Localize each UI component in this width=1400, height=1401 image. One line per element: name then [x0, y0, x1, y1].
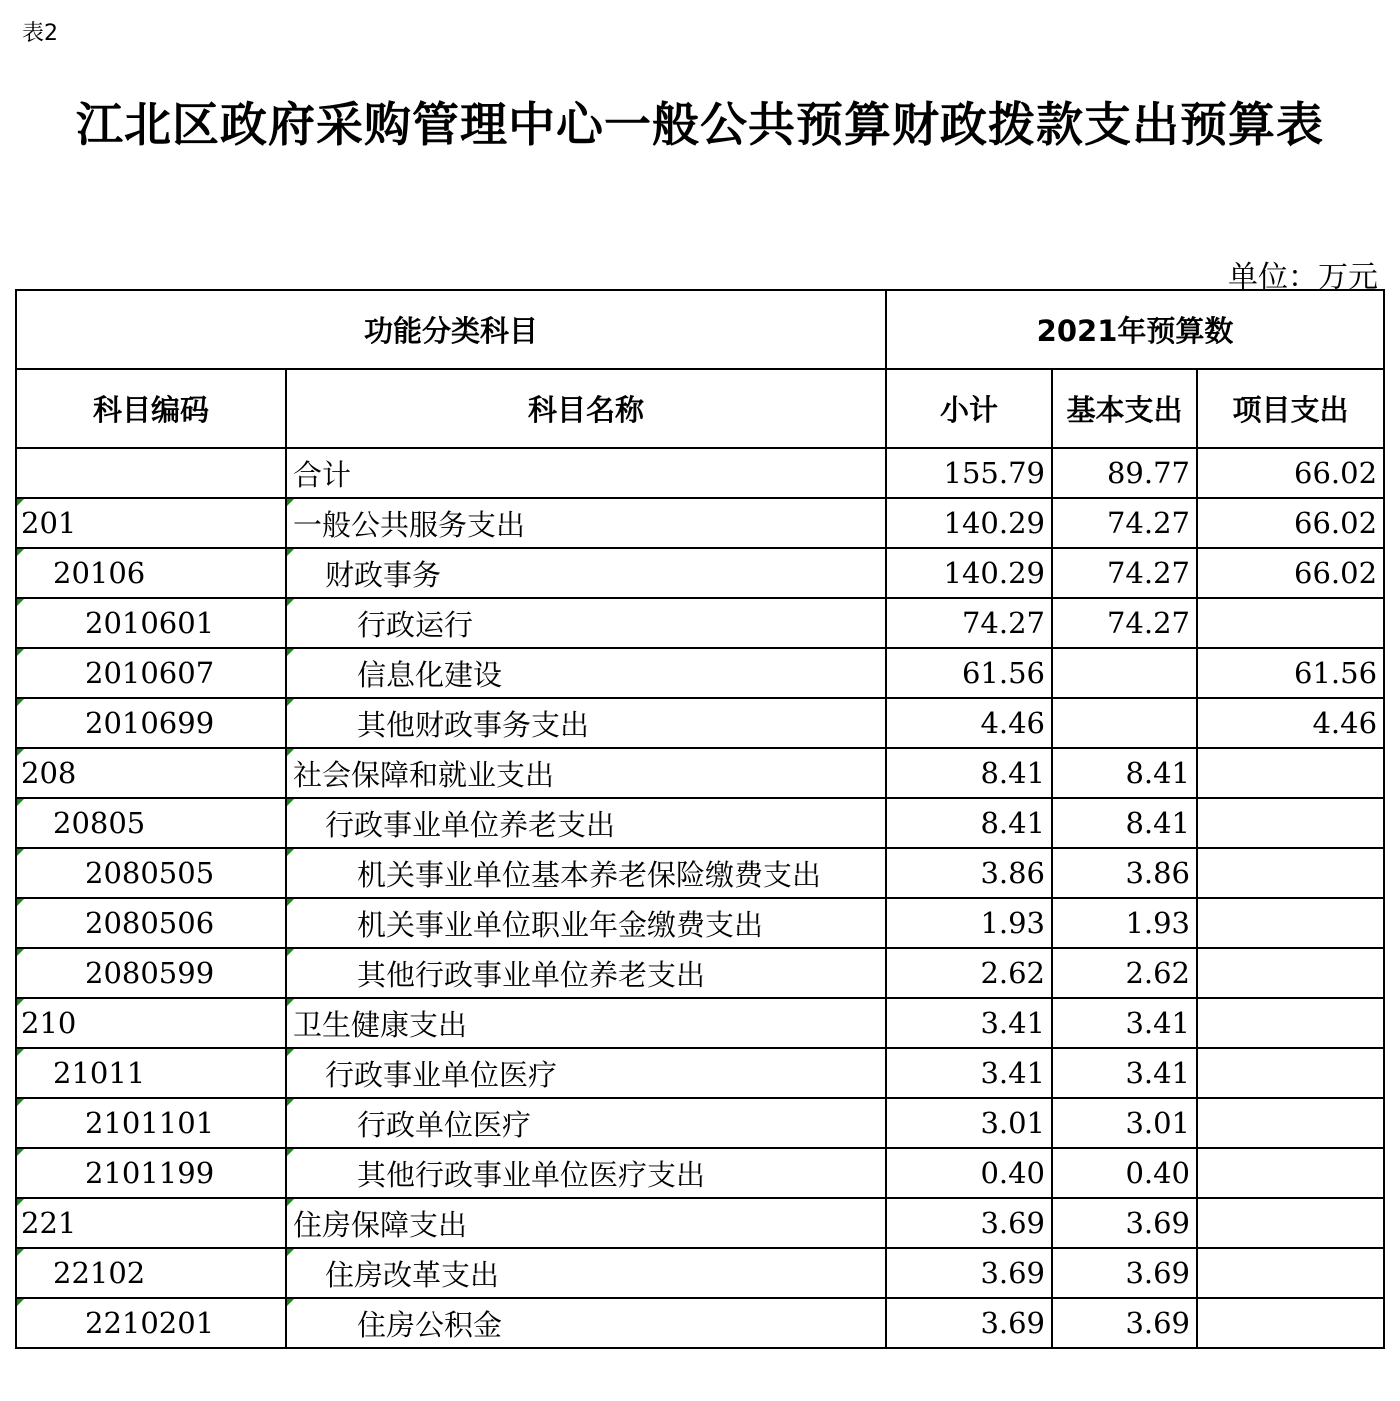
row-name: 住房改革支出: [286, 1248, 886, 1298]
row-basic: 74.27: [1052, 498, 1197, 548]
row-code: [16, 448, 286, 498]
row-basic: 89.77: [1052, 448, 1197, 498]
row-name: 行政事业单位养老支出: [286, 798, 886, 848]
row-project: [1197, 1248, 1384, 1298]
row-subtotal: 61.56: [886, 648, 1052, 698]
header-project: 项目支出: [1197, 369, 1384, 448]
table-row: [16, 698, 1384, 748]
row-code: 221: [16, 1198, 286, 1248]
row-subtotal: 8.41: [886, 748, 1052, 798]
row-project: [1197, 1148, 1384, 1198]
table-row: [16, 448, 1384, 498]
row-subtotal: 3.69: [886, 1198, 1052, 1248]
row-project: [1197, 948, 1384, 998]
table-row: [16, 1248, 1384, 1298]
header-row-2: [16, 369, 1384, 448]
header-row-1: [16, 290, 1384, 369]
row-code: 201: [16, 498, 286, 548]
row-basic: 8.41: [1052, 748, 1197, 798]
row-code: 2010607: [16, 648, 286, 698]
row-name: 其他行政事业单位医疗支出: [286, 1148, 886, 1198]
row-name: 机关事业单位基本养老保险缴费支出: [286, 848, 886, 898]
row-basic: 3.01: [1052, 1098, 1197, 1148]
row-code: 2080506: [16, 898, 286, 948]
row-name: 行政运行: [286, 598, 886, 648]
row-code: 2010601: [16, 598, 286, 648]
row-name: 其他行政事业单位养老支出: [286, 948, 886, 998]
row-code: 2010699: [16, 698, 286, 748]
row-project: [1197, 1198, 1384, 1248]
row-code: 208: [16, 748, 286, 798]
table-row: [16, 548, 1384, 598]
row-project: 61.56: [1197, 648, 1384, 698]
row-subtotal: 3.41: [886, 1048, 1052, 1098]
table-label: 表2: [22, 21, 58, 46]
row-code: 2080505: [16, 848, 286, 898]
row-subtotal: 3.86: [886, 848, 1052, 898]
table-row: [16, 898, 1384, 948]
row-basic: 3.41: [1052, 1048, 1197, 1098]
row-code: 22102: [16, 1248, 286, 1298]
table-row: [16, 848, 1384, 898]
header-subtotal: 小计: [886, 369, 1052, 448]
row-name: 机关事业单位职业年金缴费支出: [286, 898, 886, 948]
row-basic: 74.27: [1052, 598, 1197, 648]
row-basic: 3.86: [1052, 848, 1197, 898]
row-subtotal: 74.27: [886, 598, 1052, 648]
table-row: [16, 1298, 1384, 1348]
row-project: [1197, 848, 1384, 898]
row-code: 20805: [16, 798, 286, 848]
row-project: [1197, 1098, 1384, 1148]
row-name: 信息化建设: [286, 648, 886, 698]
row-subtotal: 0.40: [886, 1148, 1052, 1198]
row-code: 2101199: [16, 1148, 286, 1198]
row-basic: 0.40: [1052, 1148, 1197, 1198]
table-row: [16, 948, 1384, 998]
budget-table: [15, 289, 1385, 1349]
row-name: 一般公共服务支出: [286, 498, 886, 548]
row-project: 4.46: [1197, 698, 1384, 748]
row-code: 2210201: [16, 1298, 286, 1348]
header-basic: 基本支出: [1052, 369, 1197, 448]
row-project: [1197, 1298, 1384, 1348]
row-project: 66.02: [1197, 498, 1384, 548]
row-name: 其他财政事务支出: [286, 698, 886, 748]
row-basic: 74.27: [1052, 548, 1197, 598]
row-project: [1197, 798, 1384, 848]
row-subtotal: 3.69: [886, 1298, 1052, 1348]
row-name: 住房保障支出: [286, 1198, 886, 1248]
row-code: 21011: [16, 1048, 286, 1098]
row-subtotal: 1.93: [886, 898, 1052, 948]
row-project: [1197, 998, 1384, 1048]
table-row: [16, 1198, 1384, 1248]
row-subtotal: 2.62: [886, 948, 1052, 998]
row-name: 财政事务: [286, 548, 886, 598]
row-subtotal: 155.79: [886, 448, 1052, 498]
row-subtotal: 140.29: [886, 548, 1052, 598]
row-subtotal: 3.69: [886, 1248, 1052, 1298]
row-basic: [1052, 648, 1197, 698]
row-name: 行政单位医疗: [286, 1098, 886, 1148]
table-row: [16, 798, 1384, 848]
row-basic: 8.41: [1052, 798, 1197, 848]
row-code: 2080599: [16, 948, 286, 998]
page-title: 江北区政府采购管理中心一般公共预算财政拨款支出预算表: [76, 98, 1324, 153]
row-project: [1197, 598, 1384, 648]
row-name: 行政事业单位医疗: [286, 1048, 886, 1098]
header-code: 科目编码: [16, 369, 286, 448]
row-basic: 3.69: [1052, 1248, 1197, 1298]
table-row: [16, 1148, 1384, 1198]
unit-label: 单位：万元: [1228, 260, 1378, 295]
header-budget-year: 2021年预算数: [886, 290, 1384, 369]
row-name: 合计: [286, 448, 886, 498]
row-name: 住房公积金: [286, 1298, 886, 1348]
row-project: 66.02: [1197, 548, 1384, 598]
table-row: [16, 1098, 1384, 1148]
header-func-category: 功能分类科目: [16, 290, 886, 369]
table-row: [16, 1048, 1384, 1098]
row-project: [1197, 1048, 1384, 1098]
table-row: [16, 998, 1384, 1048]
row-basic: [1052, 698, 1197, 748]
row-subtotal: 140.29: [886, 498, 1052, 548]
row-basic: 3.69: [1052, 1298, 1197, 1348]
table-row: [16, 648, 1384, 698]
row-subtotal: 3.01: [886, 1098, 1052, 1148]
row-subtotal: 3.41: [886, 998, 1052, 1048]
row-basic: 2.62: [1052, 948, 1197, 998]
row-subtotal: 8.41: [886, 798, 1052, 848]
row-name: 社会保障和就业支出: [286, 748, 886, 798]
row-project: [1197, 898, 1384, 948]
table-row: [16, 498, 1384, 548]
row-basic: 3.69: [1052, 1198, 1197, 1248]
row-project: [1197, 748, 1384, 798]
row-project: 66.02: [1197, 448, 1384, 498]
row-code: 2101101: [16, 1098, 286, 1148]
table-row: [16, 598, 1384, 648]
row-code: 210: [16, 998, 286, 1048]
row-subtotal: 4.46: [886, 698, 1052, 748]
header-name: 科目名称: [286, 369, 886, 448]
row-basic: 1.93: [1052, 898, 1197, 948]
row-basic: 3.41: [1052, 998, 1197, 1048]
table-row: [16, 748, 1384, 798]
row-code: 20106: [16, 548, 286, 598]
row-name: 卫生健康支出: [286, 998, 886, 1048]
